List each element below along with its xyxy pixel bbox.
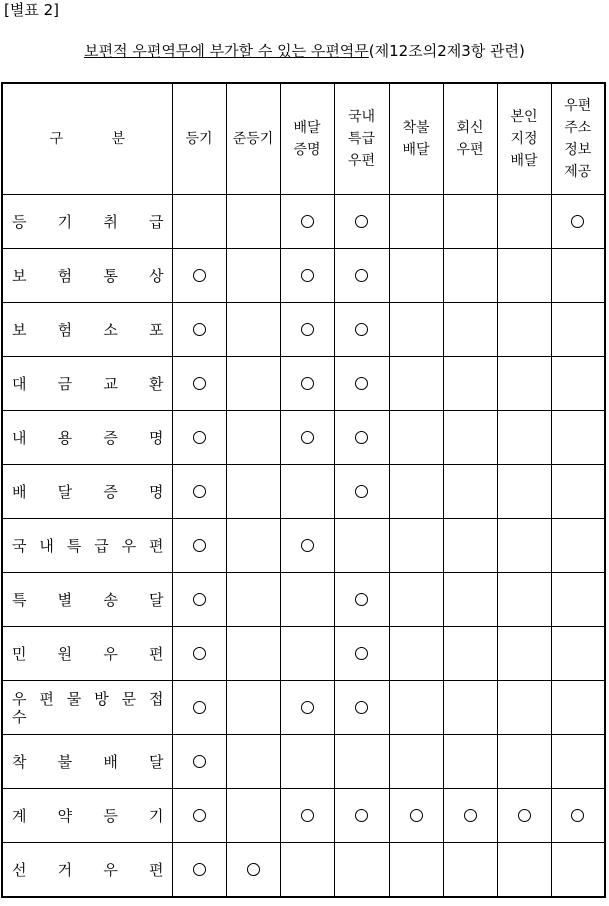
circle-mark-icon [193, 809, 206, 822]
circle-mark-icon [301, 269, 314, 282]
mark-cell [443, 357, 497, 411]
mark-cell [172, 681, 226, 735]
header-gubun: 구 분 [2, 83, 172, 195]
mark-cell [334, 465, 389, 519]
mark-cell [497, 789, 551, 843]
column-header-line: 우편 [456, 142, 484, 158]
mark-cell [443, 843, 497, 898]
mark-cell [226, 357, 280, 411]
mark-cell [172, 735, 226, 789]
circle-mark-icon [355, 431, 368, 444]
column-header-line: 국내 [347, 109, 376, 125]
circle-mark-icon [355, 701, 368, 714]
mark-cell [172, 843, 226, 898]
mark-cell [443, 465, 497, 519]
mark-cell [226, 195, 280, 249]
mark-cell [497, 681, 551, 735]
table-row [2, 627, 605, 681]
mark-cell [443, 627, 497, 681]
mark-cell [389, 735, 443, 789]
column-header-line: 준등기 [232, 131, 274, 147]
mark-cell [334, 735, 389, 789]
row-label: 계 약 등 기 [2, 789, 172, 843]
column-header-line: 주소 [564, 120, 592, 136]
table-row [2, 735, 605, 789]
mark-cell [389, 465, 443, 519]
mark-cell [172, 519, 226, 573]
mark-cell [280, 195, 334, 249]
mark-cell [280, 465, 334, 519]
circle-mark-icon [193, 377, 206, 390]
row-label [2, 681, 172, 735]
service-table [1, 82, 606, 898]
circle-mark-icon [247, 863, 260, 876]
mark-cell [551, 303, 605, 357]
mark-cell [226, 519, 280, 573]
circle-mark-icon [193, 755, 206, 768]
mark-cell [497, 519, 551, 573]
mark-cell [280, 627, 334, 681]
circle-mark-icon [301, 377, 314, 390]
title-reference: (제12조의2제3항 관련) [368, 42, 525, 60]
mark-cell [172, 195, 226, 249]
mark-cell [551, 519, 605, 573]
annex-label: [별표 2] [4, 1, 59, 19]
mark-cell [389, 627, 443, 681]
mark-cell [334, 357, 389, 411]
column-header-line: 특급 [347, 131, 376, 147]
mark-cell [172, 303, 226, 357]
column-header-line: 착불 [402, 120, 430, 136]
column-header-line: 배달 [293, 120, 321, 136]
row-label: 대 금 교 환 [2, 357, 172, 411]
row-label: 국 내 특 급 우 편 [2, 519, 172, 573]
mark-cell [334, 411, 389, 465]
column-header [443, 83, 497, 195]
mark-cell [443, 681, 497, 735]
column-header-line: 등기 [185, 131, 213, 147]
mark-cell [280, 249, 334, 303]
mark-cell [172, 573, 226, 627]
circle-mark-icon [355, 215, 368, 228]
circle-mark-icon [301, 215, 314, 228]
column-header [551, 83, 605, 195]
mark-cell [334, 249, 389, 303]
column-header-line: 정보 [564, 142, 592, 158]
mark-cell [497, 843, 551, 898]
mark-cell [389, 573, 443, 627]
row-label: 보 험 통 상 [2, 249, 172, 303]
circle-mark-icon [355, 593, 368, 606]
column-header-line: 배달 [510, 153, 538, 169]
circle-mark-icon [193, 539, 206, 552]
mark-cell [497, 573, 551, 627]
mark-cell [389, 249, 443, 303]
table-row [2, 411, 605, 465]
mark-cell [551, 357, 605, 411]
mark-cell [334, 789, 389, 843]
circle-mark-icon [193, 323, 206, 336]
circle-mark-icon [355, 809, 368, 822]
mark-cell [172, 357, 226, 411]
table-row [2, 519, 605, 573]
mark-cell [497, 195, 551, 249]
circle-mark-icon [301, 539, 314, 552]
mark-cell [551, 465, 605, 519]
mark-cell [172, 789, 226, 843]
mark-cell [172, 411, 226, 465]
header-row [2, 83, 605, 195]
mark-cell [443, 195, 497, 249]
column-header-line: 배달 [402, 142, 430, 158]
mark-cell [334, 303, 389, 357]
mark-cell [443, 303, 497, 357]
column-header-line: 제공 [564, 164, 592, 180]
mark-cell [443, 519, 497, 573]
column-header [389, 83, 443, 195]
mark-cell [443, 735, 497, 789]
mark-cell [389, 789, 443, 843]
mark-cell [389, 411, 443, 465]
mark-cell [551, 681, 605, 735]
mark-cell [226, 789, 280, 843]
mark-cell [226, 303, 280, 357]
mark-cell [551, 195, 605, 249]
mark-cell [443, 573, 497, 627]
table-row [2, 573, 605, 627]
circle-mark-icon [464, 809, 477, 822]
circle-mark-icon [355, 323, 368, 336]
mark-cell [226, 843, 280, 898]
mark-cell [551, 411, 605, 465]
circle-mark-icon [571, 809, 584, 822]
title-main: 보편적 우편역무에 부가할 수 있는 우편역무 [84, 42, 369, 60]
mark-cell [226, 411, 280, 465]
table-row [2, 465, 605, 519]
table-row [2, 249, 605, 303]
mark-cell [226, 681, 280, 735]
circle-mark-icon [355, 647, 368, 660]
mark-cell [226, 627, 280, 681]
column-header [172, 83, 226, 195]
mark-cell [172, 249, 226, 303]
mark-cell [389, 357, 443, 411]
mark-cell [497, 357, 551, 411]
row-label: 등 기 취 급 [2, 195, 172, 249]
circle-mark-icon [193, 863, 206, 876]
circle-mark-icon [193, 593, 206, 606]
circle-mark-icon [355, 377, 368, 390]
circle-mark-icon [193, 647, 206, 660]
mark-cell [280, 357, 334, 411]
table-row [2, 357, 605, 411]
mark-cell [280, 843, 334, 898]
column-header-line: 우편 [564, 98, 592, 114]
circle-mark-icon [301, 323, 314, 336]
mark-cell [280, 573, 334, 627]
column-header-line: 우편 [347, 153, 376, 169]
mark-cell [497, 411, 551, 465]
mark-cell [226, 465, 280, 519]
circle-mark-icon [355, 485, 368, 498]
mark-cell [334, 627, 389, 681]
row-label: 내 용 증 명 [2, 411, 172, 465]
mark-cell [280, 681, 334, 735]
row-label: 착 불 배 달 [2, 735, 172, 789]
table-row [2, 195, 605, 249]
mark-cell [497, 303, 551, 357]
row-label: 민 원 우 편 [2, 627, 172, 681]
document-title [0, 40, 609, 62]
table-row [2, 789, 605, 843]
row-label: 배 달 증 명 [2, 465, 172, 519]
mark-cell [497, 465, 551, 519]
mark-cell [226, 735, 280, 789]
row-label-line: 수 [12, 707, 27, 726]
circle-mark-icon [193, 431, 206, 444]
mark-cell [443, 411, 497, 465]
column-header [334, 83, 389, 195]
mark-cell [551, 627, 605, 681]
table-row [2, 843, 605, 898]
row-label: 보 험 소 포 [2, 303, 172, 357]
mark-cell [551, 249, 605, 303]
row-label: 선 거 우 편 [2, 843, 172, 898]
column-header-line: 지정 [510, 131, 538, 147]
circle-mark-icon [355, 269, 368, 282]
column-header-line: 회신 [456, 120, 484, 136]
column-header-line: 증명 [293, 142, 321, 158]
column-header [280, 83, 334, 195]
mark-cell [280, 411, 334, 465]
mark-cell [551, 573, 605, 627]
circle-mark-icon [193, 485, 206, 498]
mark-cell [280, 303, 334, 357]
circle-mark-icon [301, 431, 314, 444]
mark-cell [334, 573, 389, 627]
column-header-line: 본인 [510, 109, 538, 125]
column-header [497, 83, 551, 195]
table-body [2, 195, 605, 898]
mark-cell [334, 843, 389, 898]
mark-cell [389, 681, 443, 735]
mark-cell [280, 735, 334, 789]
row-label-line: 우 편 물 방 문 접 [12, 689, 164, 708]
circle-mark-icon [193, 269, 206, 282]
mark-cell [497, 249, 551, 303]
mark-cell [443, 249, 497, 303]
mark-cell [389, 195, 443, 249]
mark-cell [389, 519, 443, 573]
circle-mark-icon [571, 215, 584, 228]
mark-cell [551, 843, 605, 898]
circle-mark-icon [193, 701, 206, 714]
mark-cell [497, 735, 551, 789]
mark-cell [280, 789, 334, 843]
mark-cell [389, 303, 443, 357]
table-row [2, 681, 605, 735]
circle-mark-icon [410, 809, 423, 822]
mark-cell [389, 843, 443, 898]
mark-cell [334, 681, 389, 735]
mark-cell [551, 789, 605, 843]
mark-cell [334, 195, 389, 249]
table-row [2, 303, 605, 357]
mark-cell [443, 789, 497, 843]
mark-cell [226, 573, 280, 627]
mark-cell [334, 519, 389, 573]
row-label: 특 별 송 달 [2, 573, 172, 627]
mark-cell [551, 735, 605, 789]
mark-cell [497, 627, 551, 681]
mark-cell [172, 465, 226, 519]
column-header [226, 83, 280, 195]
circle-mark-icon [301, 701, 314, 714]
mark-cell [172, 627, 226, 681]
circle-mark-icon [301, 809, 314, 822]
circle-mark-icon [518, 809, 531, 822]
mark-cell [280, 519, 334, 573]
mark-cell [226, 249, 280, 303]
